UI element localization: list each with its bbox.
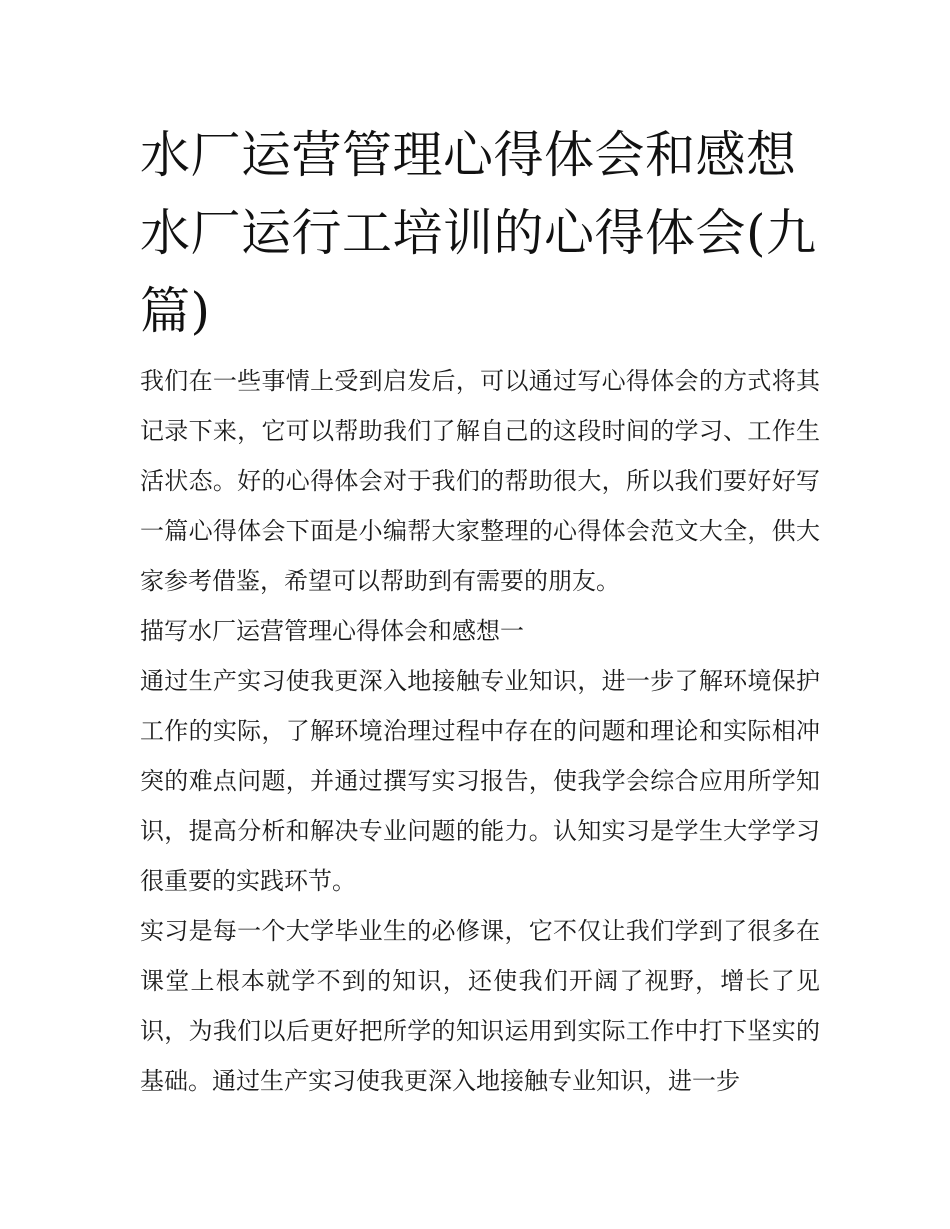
document-title: 水厂运营管理心得体会和感想水厂运行工培训的心得体会(九篇) [140,126,817,340]
section-heading: 描写水厂运营管理心得体会和感想一 [140,617,524,645]
intro-paragraph: 我们在一些事情上受到启发后，可以通过写心得体会的方式将其记录下来，它可以帮助我们了解自己的这段时间的学习、工作生活状态。好的心得体会对于我们的帮助很大，所以我们要好好写一篇心得体会下面是小编帮大家整理的心得体会范文大全，供大家参考借鉴，希望可以帮助到有需要的朋友。 [140,367,820,595]
document-body [140,356,820,1106]
body-paragraph: 通过生产实习使我更深入地接触专业知识，进一步了解环境保护工作的实际，了解环境治理过程中存在的问题和理论和实际相冲突的难点问题，并通过撰写实习报告，使我学会综合应用所学知识，提高分析和解决专业问题的能力。认知实习是学生大学学习很重要的实践环节。 [140,667,820,895]
body-paragraph: 实习是每一个大学毕业生的必修课，它不仅让我们学到了很多在课堂上根本就学不到的知识，还使我们开阔了视野，增长了见识，为我们以后更好把所学的知识运用到实际工作中打下坚实的基础。通过生产实习使我更深入地接触专业知识，进一步 [140,917,820,1095]
